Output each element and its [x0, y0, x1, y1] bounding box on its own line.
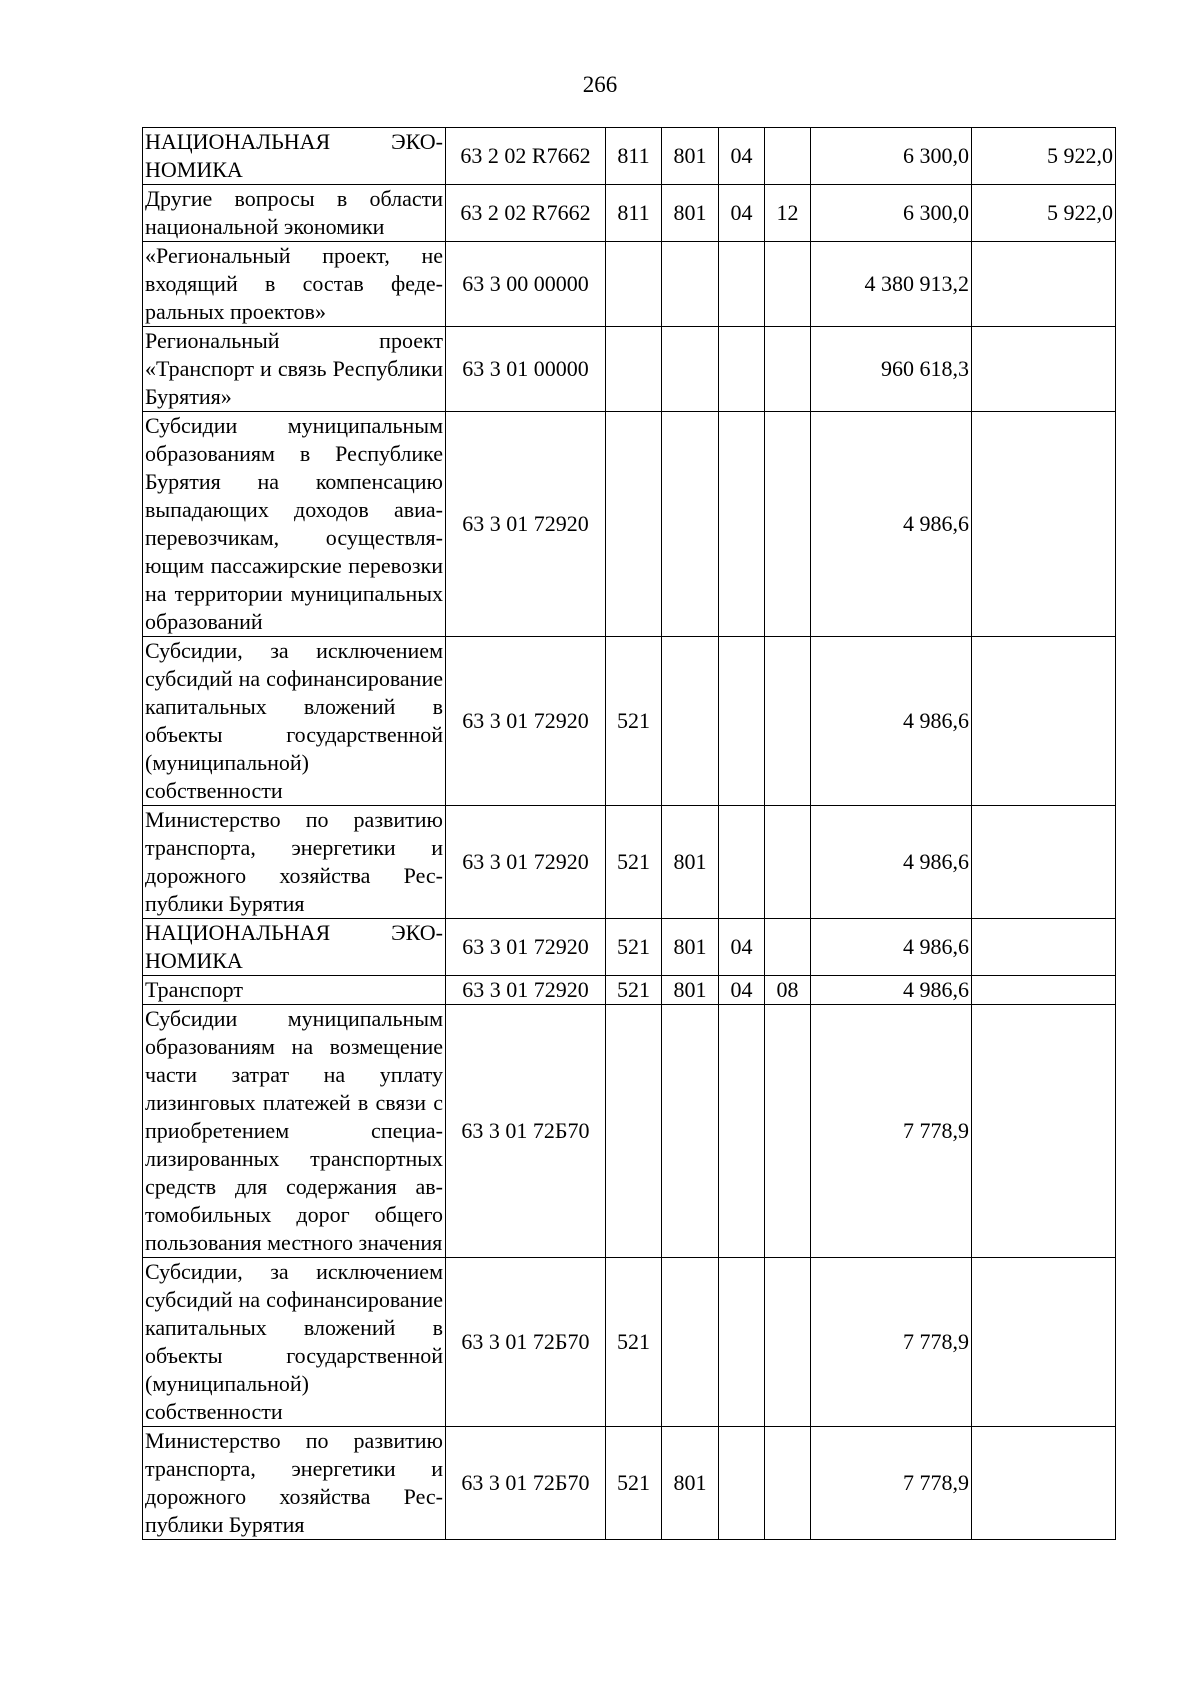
row-name-cell: Министерство по развитию транспорта, энергетики и дорожного хозяйства Республики Бурятия [143, 1427, 446, 1540]
row-vr-cell: 521 [606, 1258, 662, 1427]
row-csr-cell: 63 3 01 72920 [446, 976, 606, 1005]
row-rz-cell [719, 637, 765, 806]
row-name-cell: Другие вопросы в области национальной экономики [143, 185, 446, 242]
row-rz-cell: 04 [719, 128, 765, 185]
row-csr-cell: 63 3 01 72920 [446, 412, 606, 637]
row-rz-cell [719, 806, 765, 919]
row-name-cell: Региональный проект «Транспорт и связь Республики Бурятия» [143, 327, 446, 412]
row-vr-cell [606, 1005, 662, 1258]
row-csr-cell: 63 3 01 72920 [446, 637, 606, 806]
row-csr-cell: 63 3 01 00000 [446, 327, 606, 412]
row-sum2-cell [972, 1258, 1116, 1427]
row-sum2-cell: 5 922,0 [972, 185, 1116, 242]
row-grbs-cell [662, 1258, 719, 1427]
row-pr-cell [765, 412, 811, 637]
table-row [143, 1427, 1116, 1540]
row-name-cell: Министерство по развитию транспорта, энергетики и дорожного хозяйства Республики Бурятия [143, 806, 446, 919]
row-sum2-cell [972, 1427, 1116, 1540]
row-vr-cell: 811 [606, 185, 662, 242]
table-row [143, 1258, 1116, 1427]
row-pr-cell [765, 242, 811, 327]
row-pr-cell [765, 637, 811, 806]
row-sum2-cell [972, 919, 1116, 976]
table-row [143, 976, 1116, 1005]
row-csr-cell: 63 3 00 00000 [446, 242, 606, 327]
row-sum1-cell: 4 986,6 [811, 637, 972, 806]
table-row [143, 1005, 1116, 1258]
table-row [143, 327, 1116, 412]
row-csr-cell: 63 2 02 R7662 [446, 128, 606, 185]
row-sum1-cell: 4 986,6 [811, 919, 972, 976]
table-row [143, 128, 1116, 185]
table-row [143, 806, 1116, 919]
row-csr-cell: 63 3 01 72920 [446, 806, 606, 919]
row-pr-cell: 08 [765, 976, 811, 1005]
row-name-cell: Субсидии муниципальным образованиям в Республике Бурятия на компенсацию выпадающих доходов авиаперевозчикам, осуществляющим пассажирские перевозки на территории муниципальных образований [143, 412, 446, 637]
row-vr-cell: 521 [606, 919, 662, 976]
row-pr-cell [765, 919, 811, 976]
row-csr-cell: 63 3 01 72Б70 [446, 1427, 606, 1540]
row-rz-cell: 04 [719, 185, 765, 242]
row-sum2-cell [972, 637, 1116, 806]
row-rz-cell [719, 1005, 765, 1258]
row-name-cell: НАЦИОНАЛЬНАЯ ЭКОНОМИКА [143, 128, 446, 185]
row-pr-cell [765, 806, 811, 919]
row-grbs-cell: 801 [662, 1427, 719, 1540]
row-vr-cell [606, 327, 662, 412]
row-rz-cell: 04 [719, 976, 765, 1005]
table-row [143, 637, 1116, 806]
row-pr-cell [765, 1258, 811, 1427]
row-sum2-cell: 5 922,0 [972, 128, 1116, 185]
row-sum1-cell: 4 986,6 [811, 976, 972, 1005]
row-sum2-cell [972, 976, 1116, 1005]
row-name-cell: «Региональный проект, не входящий в состав федеральных проектов» [143, 242, 446, 327]
table-row [143, 412, 1116, 637]
row-sum1-cell: 6 300,0 [811, 185, 972, 242]
row-grbs-cell [662, 242, 719, 327]
row-sum1-cell: 4 986,6 [811, 806, 972, 919]
row-grbs-cell [662, 1005, 719, 1258]
row-grbs-cell: 801 [662, 919, 719, 976]
row-grbs-cell: 801 [662, 185, 719, 242]
row-sum2-cell [972, 1005, 1116, 1258]
row-rz-cell [719, 1427, 765, 1540]
row-vr-cell [606, 412, 662, 637]
row-rz-cell [719, 1258, 765, 1427]
page-number: 266 [582, 72, 618, 97]
row-pr-cell: 12 [765, 185, 811, 242]
row-sum1-cell: 7 778,9 [811, 1258, 972, 1427]
row-pr-cell [765, 1005, 811, 1258]
row-sum1-cell: 4 380 913,2 [811, 242, 972, 327]
row-grbs-cell [662, 412, 719, 637]
row-sum1-cell: 6 300,0 [811, 128, 972, 185]
row-sum2-cell [972, 327, 1116, 412]
row-name-cell: Субсидии, за исключением субсидий на софинансирование капитальных вложений в объекты государственной (муниципальной) собственности [143, 637, 446, 806]
row-sum2-cell [972, 242, 1116, 327]
row-csr-cell: 63 3 01 72Б70 [446, 1005, 606, 1258]
row-csr-cell: 63 2 02 R7662 [446, 185, 606, 242]
row-grbs-cell: 801 [662, 976, 719, 1005]
row-sum1-cell: 960 618,3 [811, 327, 972, 412]
row-pr-cell [765, 327, 811, 412]
row-vr-cell: 811 [606, 128, 662, 185]
row-name-cell: Транспорт [143, 976, 446, 1005]
budget-table-body [143, 128, 1116, 1540]
row-vr-cell: 521 [606, 976, 662, 1005]
row-sum1-cell: 4 986,6 [811, 412, 972, 637]
table-row [143, 242, 1116, 327]
row-sum2-cell [972, 412, 1116, 637]
row-rz-cell [719, 327, 765, 412]
table-row [143, 185, 1116, 242]
row-sum1-cell: 7 778,9 [811, 1427, 972, 1540]
row-rz-cell [719, 412, 765, 637]
row-grbs-cell: 801 [662, 806, 719, 919]
row-pr-cell [765, 1427, 811, 1540]
row-sum2-cell [972, 806, 1116, 919]
row-rz-cell: 04 [719, 919, 765, 976]
row-grbs-cell [662, 637, 719, 806]
row-name-cell: Субсидии, за исключением субсидий на софинансирование капитальных вложений в объекты государственной (муниципальной) собственности [143, 1258, 446, 1427]
row-sum1-cell: 7 778,9 [811, 1005, 972, 1258]
row-name-cell: НАЦИОНАЛЬНАЯ ЭКОНОМИКА [143, 919, 446, 976]
row-csr-cell: 63 3 01 72920 [446, 919, 606, 976]
row-rz-cell [719, 242, 765, 327]
row-vr-cell [606, 242, 662, 327]
budget-table [142, 127, 1116, 1540]
table-row [143, 919, 1116, 976]
row-name-cell: Субсидии муниципальным образованиям на возмещение части затрат на уплату лизинговых платежей в связи с приобретением специализированных транспортных средств для содержания автомобильных дорог общего пользования местного значения [143, 1005, 446, 1258]
row-grbs-cell [662, 327, 719, 412]
row-pr-cell [765, 128, 811, 185]
row-csr-cell: 63 3 01 72Б70 [446, 1258, 606, 1427]
row-vr-cell: 521 [606, 637, 662, 806]
row-vr-cell: 521 [606, 1427, 662, 1540]
row-vr-cell: 521 [606, 806, 662, 919]
row-grbs-cell: 801 [662, 128, 719, 185]
